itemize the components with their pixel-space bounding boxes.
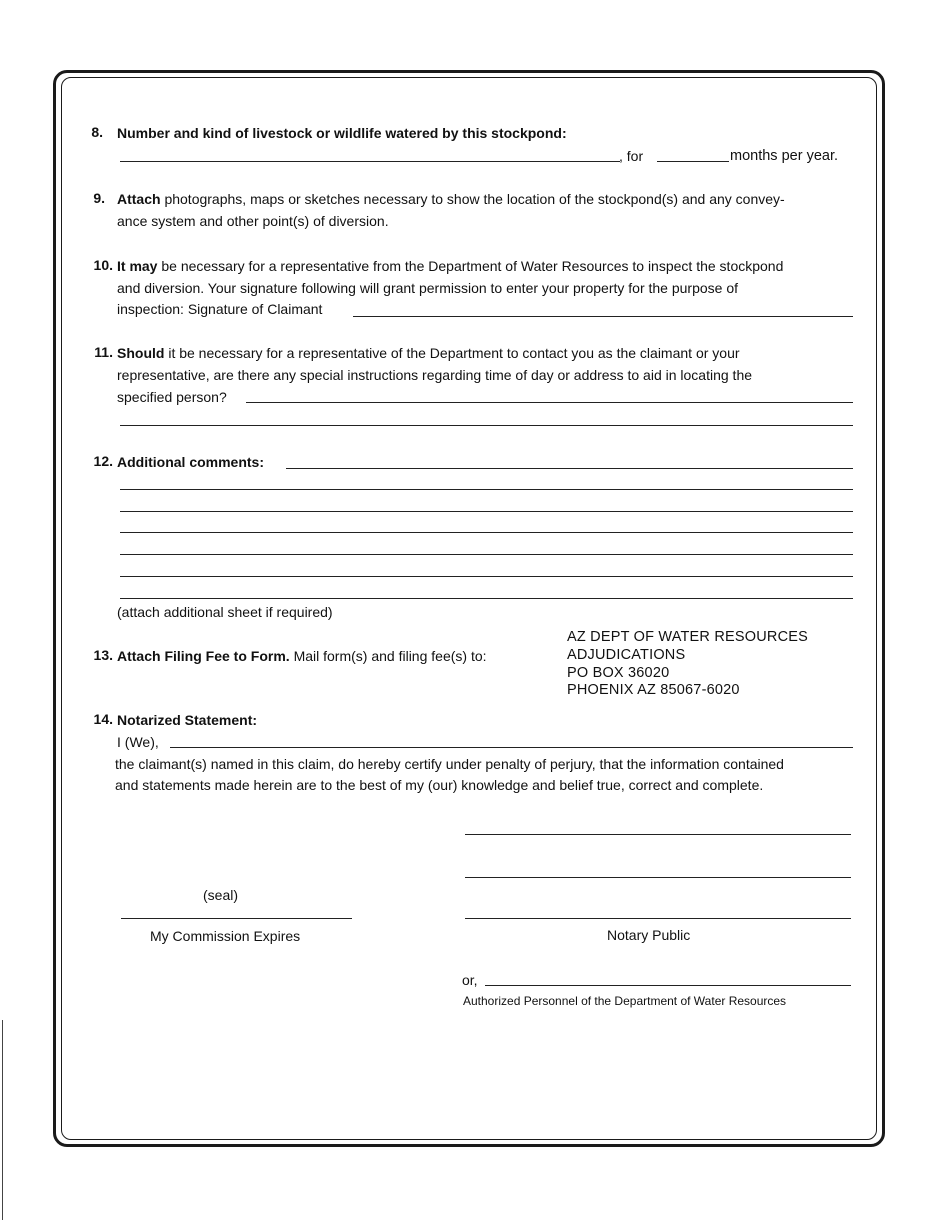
claimant-names-field[interactable] [170,747,853,748]
item-14-number: 14. [93,711,113,727]
address-line-3: PO BOX 36020 [567,665,670,681]
item-10-line2: and diversion. Your signature following will grant permission to enter your property for the purpose of [117,280,739,296]
months-text: months per year. [730,148,838,164]
authorized-personnel-label: Authorized Personnel of the Department of Water Resources [463,994,787,1008]
commission-expires-label: My Commission Expires [150,928,301,944]
item-11-number: 11. [94,344,113,360]
or-label: or, [462,972,478,988]
item-13-text: Mail form(s) and filing fee(s) to: [293,648,487,664]
we-text: I (We), [117,734,159,750]
item-10-number: 10. [93,257,113,273]
authorized-personnel-field[interactable] [485,985,851,986]
claimant-signature-line-2[interactable] [465,877,851,878]
item-9-text1: photographs, maps or sketches necessary to show the location of the stockpond(s) and any convey- [164,191,785,207]
item-9-number: 9. [93,190,105,206]
item-9-line2: ance system and other point(s) of diversion. [117,213,389,229]
item-14-line1: the claimant(s) named in this claim, do hereby certify under penalty of perjury, that the information contained [115,756,784,772]
claimant-signature-line-1[interactable] [465,834,851,835]
item-10-lead: It may [117,258,158,274]
item-10-line1 [117,257,783,275]
address-line-4: PHOENIX AZ 85067-6020 [567,682,740,698]
item-9-line1 [117,190,785,208]
scan-edge-mark [2,1020,3,1220]
special-instructions-field[interactable] [246,402,853,403]
for-text: , for [619,148,644,164]
claimant-signature-field[interactable] [353,316,853,317]
item-13-line [117,647,487,665]
item-12-number: 12. [93,453,113,469]
comments-line-5[interactable] [120,554,853,555]
item-8-number: 8. [91,124,103,140]
comments-line-1[interactable] [286,468,853,469]
item-10-line3: inspection: Signature of Claimant [117,301,323,317]
months-field[interactable] [657,161,729,162]
item-12-label: Additional comments: [117,454,265,470]
item-11-line1 [117,344,740,362]
item-14-label: Notarized Statement: [117,712,258,728]
notary-signature-field[interactable] [465,918,851,919]
comments-line-3[interactable] [120,511,853,512]
seal-label: (seal) [203,887,239,903]
item-9-lead: Attach [117,191,161,207]
commission-expires-field[interactable] [121,918,352,919]
item-11-line3: specified person? [117,389,227,405]
comments-line-7[interactable] [120,598,853,599]
address-line-2: ADJUDICATIONS [567,647,686,663]
livestock-field[interactable] [120,161,620,162]
item-13-lead: Attach Filing Fee to Form. [117,648,290,664]
comments-line-6[interactable] [120,576,853,577]
notary-public-label: Notary Public [607,927,691,943]
address-line-1: AZ DEPT OF WATER RESOURCES [567,629,808,645]
comments-line-4[interactable] [120,532,853,533]
item-11-line2: representative, are there any special instructions regarding time of day or address to aid in locating the [117,367,753,383]
item-11-lead: Should [117,345,165,361]
item-13-number: 13. [93,647,113,663]
item-10-text1: be necessary for a representative from the Department of Water Resources to inspect the stockpond [161,258,784,274]
comments-line-2[interactable] [120,489,853,490]
attach-sheet-note: (attach additional sheet if required) [117,604,333,620]
item-14-line2: and statements made herein are to the best of my (our) knowledge and belief true, correct and complete. [115,777,764,793]
special-instructions-field-2[interactable] [120,425,853,426]
item-8-label: Number and kind of livestock or wildlife watered by this stockpond: [117,125,567,141]
item-11-text1: it be necessary for a representative of the Department to contact you as the claimant or your [168,345,740,361]
